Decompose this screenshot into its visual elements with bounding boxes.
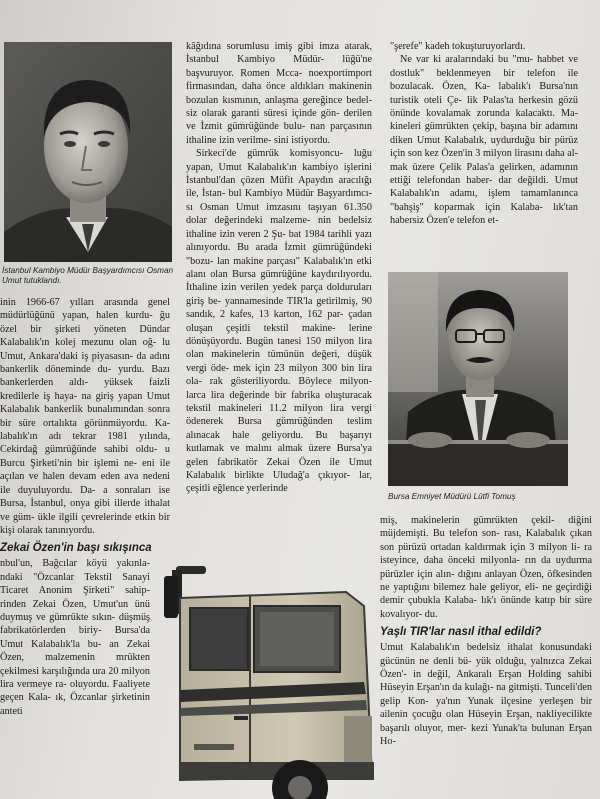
- photo2-caption: Bursa Emniyet Müdürü Lütfi Tomuş: [388, 492, 516, 501]
- column2-text: [186, 40, 372, 496]
- photo1-caption: İstanbul Kambiyo Müdür Başyardımcısı Osman Umut tutuklandı.: [2, 266, 174, 285]
- col3-paragraph: Ne var ki aralarındaki bu "mu- habbet ve dostluk" beklenmeyen bir telefon ile bozulacak. Özen, Ka- labalık'ı Bursa'nın turistik oteli Çe- lik Palas'ta herkesin gözü önünde kovalamak zorunda kalacaktı. Ma- kineleri gümrükten çekip, başına bir adamını diken Umut Kalabalık, uydurduğu bir pürüz için son kez Özen'in 3 milyon lirasını daha al- mak üzere Çelik Palas'a gelirken, adamının ettiği telefondan haber- dar değildi. Umut Kalabalık'ın adamı, işlem tamamlanınca "bahşiş" koparmak için Kalaba- lık'tan habersiz Özen'e telefon et-: [390, 54, 578, 227]
- col3-paragraph: miş, makinelerin gümrükten çekil- diğini müjdemişti. Bu telefon son- rası, Kalabalık çıkan son pürüzü ortadan kaldırmak için 3 milyon li- ra isteyince, daha önceki milyonla- rın da uydurma pürüzler için alın- dığını anlayan Özen, öfkesinden ne yaptığını bilemez hale geliyor, eli- ne geçirdiği demir çubukla Kalaba- lık'ı önünde katıp bir süre kovalıyor- du.: [380, 515, 592, 620]
- col1-paragraph: inin 1966-67 yılları arasında genel müdürlüğünü yapan, halen kurdu- ğu özel bir şirketi yöneten Dündar Kalabalık'ın kolej mezunu olan oğ- lu Umut, Ankara'daki iş piyasasın- da adını bankerlik döneminde du- yurdu. Bazı bankerlerden aldı- yüksek faizli kredilerle iş haya- na giriş yapan Umut Kalabalık bankerlik bunalımından sonra bir süre ortalıkta görünmüyordu. Ka- labalık'ın adı tekrar 1981 yılında, Cekirdağ gümrüğünde sahibi oldu- u Burcu Şirketi'nin bir işlemi ne- eni ile açılan ve halen devam eden ava nedeni ile duyuluyordu. Da- a sonraları ise Bursa, İstanbul, onya gibi illerde ithalat ve güm- ükle ilgili çevrelerinde etkin bir kişi olarak tanınıyordu.: [0, 297, 170, 536]
- column3-bottom-text: [380, 514, 592, 749]
- col2-paragraph: kâğıdına sorumlusu imiş gibi imza atarak, İstanbul Kambiyo Müdür- lüğü'ne başvuruyor. Romen Mcca- noexportimport firmasından, daha önce aldıkları makinenin bozulan kısmının, anlaşma gereğince bedel- siz olarak garanti süresi içinde gön- derilen ve İzmit gümrüğünde bulu- nan parçasının ithaline izin verilme- sini istiyordu.: [186, 41, 372, 146]
- col2-paragraph: Sirkeci'de gümrük komisyoncu- luğu yapan, Umut Kalabalık'ın kambiyo işlerini İstanbul'dan çözen Müfit Apaydın aracılığı ile, İstan- bul Kambiyo Müdür Başyardımcı- sı Osman Umut imzasını taşıyan 61.350 dolar değerindeki malzeme- nin bedelsiz ithaline izin veren 2 Şu- bat 1984 tarihli yazı alınıyordu. Bu arada İzmit gümrüğündeki "bozu- lan makine parçası" Kalabalık'ın etki alanı olan Bursa gümrüğüne kaydırılıyordu. İthaline izin verilen yedek parça dolduruları giriş be- yannamesinde TIR'la getirilmiş, 90 sandık, 2 kafes, 13 karton, 162 par- çadan oluşan çeşitli tekstil makine- lerine dönüşüyordu. Bugün tanesi 150 milyon lira olan makinelerin tümünün değeri, düşük vergi öde- mek için 23 milyon 300 bin lira ola- rak gösteriliyordu. Böylece milyon- larca lira değerinde bir fabrika oluşturacak tekstil makineleri 11.2 milyon lira vergi ödenerek Bursa gümrüğünden teslim alınacak hale geliyordu. Bu başarıyı kutlamak ve malını almak üzere Bursa'ya gelen fabrikatör Zekai Özen ile Umut Kalabalık birlikte Uludağ'a çıkıyor- lar, çeşitli eğlence yerlerinde: [186, 148, 372, 495]
- col3-paragraph: Umut Kalabalık'ın bedelsiz ithalat konusundaki gücünün ne denli bü- yük olduğu, yalnızca Zekai Özen'- in değil, Ankaralı Erşan Holding sahibi Hüseyin Erşan'ın da kulağı- na gitmişti. Tunceli'den gelip Kon- ya'nın Yunak ilçesine yerleşen bir ailenin çocuğu olan Hüseyin Erşan, nakliyecilikte başarılı oluyor, mer- kezi Yunak'ta bulunan Erşan Ho-: [380, 642, 592, 748]
- col3-subheading: Yaşlı TIR'lar nasıl ithal edildi?: [380, 626, 542, 639]
- portrait-photo-lutfi-tomus: [388, 272, 568, 486]
- col1-paragraph: nbul'un, Bağcılar köyü yakınla- ndaki "Özcanlar Tekstil Sanayi Ticaret Anonim Şirketi" sahip- rinden Zekai Özen, Umut'un ünü duymuş ve gümrükte sıkın- düşmüş fabrikatörlerden biriy- Bursa'da Umut Kalabalık'la bu- an Zekai Özen, malzemenin mrükten çekilmesi karşılığında ura 20 milyon lira vermeye ra- oluyordu. Faaliyete geçen Kala- ık, Özcanlar şirketinin anteti: [0, 558, 150, 717]
- column1-top-text: [0, 296, 170, 718]
- truck-photo: [150, 566, 380, 799]
- column3-top-text: [390, 40, 578, 228]
- portrait-photo-osman-umut: [4, 42, 172, 262]
- col3-paragraph: "şerefe" kadeh tokuşturuyorlardı.: [390, 41, 526, 52]
- col1-subheading: Zekai Özen'in başı sıkışınca: [0, 542, 152, 555]
